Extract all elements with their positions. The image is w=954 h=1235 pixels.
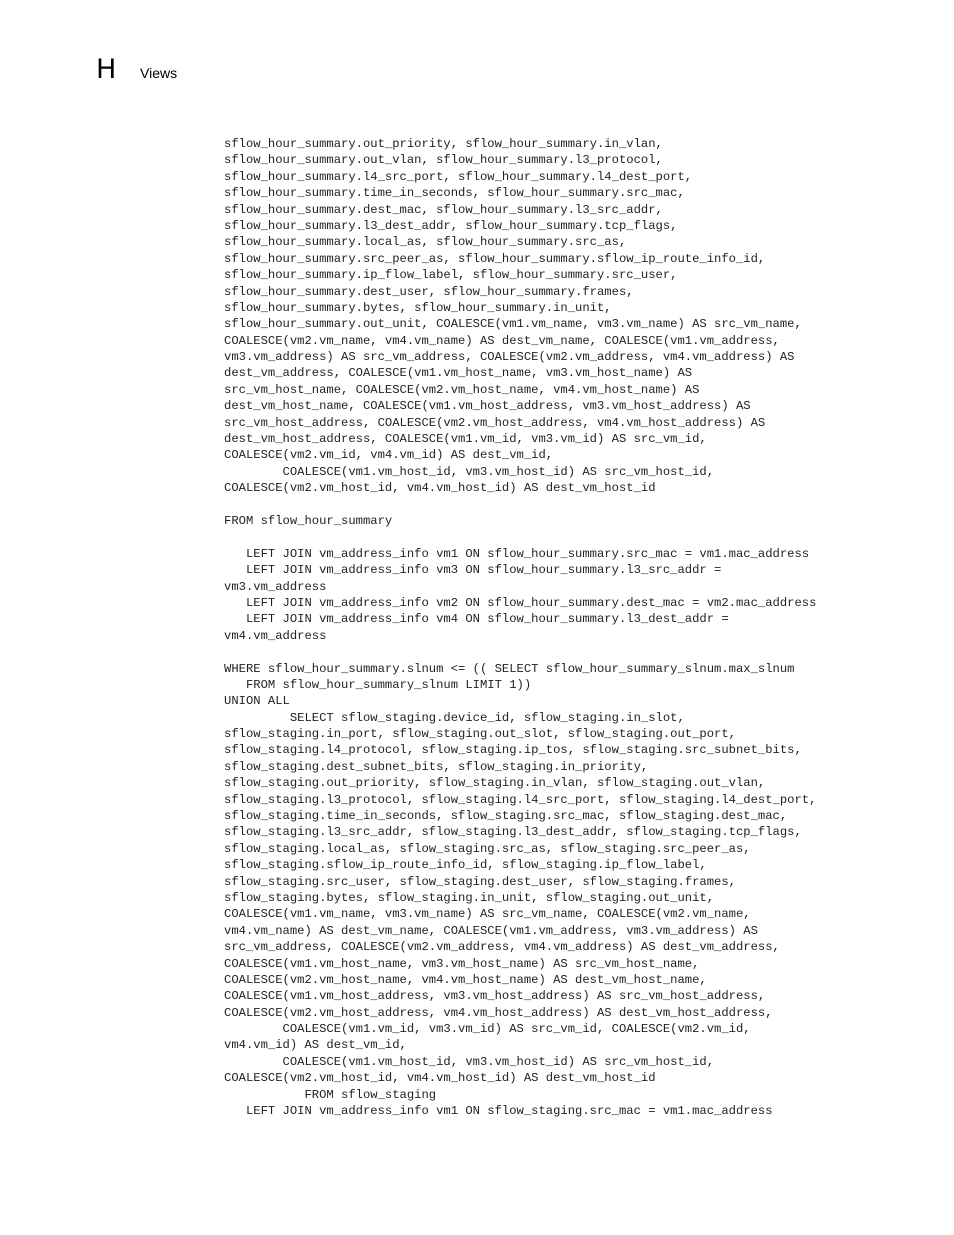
- code-line: sflow_staging.time_in_seconds, sflow_staging.src_mac, sflow_staging.dest_mac,: [224, 809, 788, 824]
- code-line: LEFT JOIN vm_address_info vm2 ON sflow_hour_summary.dest_mac = vm2.mac_address: [224, 595, 817, 610]
- code-line: sflow_staging.bytes, sflow_staging.in_unit, sflow_staging.out_unit,: [224, 890, 715, 905]
- code-line: SELECT sflow_staging.device_id, sflow_staging.in_slot,: [224, 710, 685, 725]
- code-line: COALESCE(vm2.vm_host_address, vm4.vm_host_address) AS dest_vm_host_address,: [224, 1005, 773, 1020]
- sql-code-block: [224, 136, 816, 1119]
- section-title: Views: [140, 65, 178, 81]
- code-line: sflow_hour_summary.l4_src_port, sflow_hour_summary.l4_dest_port,: [224, 169, 693, 184]
- code-line: src_vm_host_name, COALESCE(vm2.vm_host_name, vm4.vm_host_name) AS: [224, 382, 700, 397]
- code-line: COALESCE(vm2.vm_name, vm4.vm_name) AS dest_vm_name, COALESCE(vm1.vm_address,: [224, 333, 780, 348]
- code-line: COALESCE(vm1.vm_name, vm3.vm_name) AS src_vm_name, COALESCE(vm2.vm_name,: [224, 907, 751, 922]
- code-line: sflow_staging.src_user, sflow_staging.dest_user, sflow_staging.frames,: [224, 874, 736, 889]
- code-line: sflow_hour_summary.local_as, sflow_hour_summary.src_as,: [224, 235, 627, 250]
- code-line: dest_vm_host_address, COALESCE(vm1.vm_id, vm3.vm_id) AS src_vm_id,: [224, 432, 707, 447]
- code-line: FROM sflow_hour_summary_slnum LIMIT 1)): [224, 677, 532, 692]
- code-line: sflow_hour_summary.out_vlan, sflow_hour_summary.l3_protocol,: [224, 153, 663, 168]
- code-line: COALESCE(vm2.vm_host_id, vm4.vm_host_id) AS dest_vm_host_id: [224, 1071, 656, 1086]
- section-letter: H: [96, 54, 117, 85]
- code-line: FROM sflow_hour_summary: [224, 513, 393, 528]
- code-line: vm3.vm_address: [224, 579, 327, 594]
- code-line: COALESCE(vm1.vm_id, vm3.vm_id) AS src_vm_id, COALESCE(vm2.vm_id,: [224, 1022, 751, 1037]
- code-line: [224, 497, 816, 513]
- code-line: dest_vm_host_name, COALESCE(vm1.vm_host_address, vm3.vm_host_address) AS: [224, 399, 751, 414]
- code-line: sflow_staging.dest_subnet_bits, sflow_staging.in_priority,: [224, 759, 649, 774]
- code-line: UNION ALL: [224, 694, 290, 709]
- code-line: COALESCE(vm2.vm_host_name, vm4.vm_host_name) AS dest_vm_host_name,: [224, 972, 707, 987]
- code-line: WHERE sflow_hour_summary.slnum <= (( SELECT sflow_hour_summary_slnum.max_slnum: [224, 661, 795, 676]
- code-line: sflow_staging.l3_protocol, sflow_staging.l4_src_port, sflow_staging.l4_dest_port,: [224, 792, 817, 807]
- code-line: sflow_staging.in_port, sflow_staging.out_slot, sflow_staging.out_port,: [224, 727, 736, 742]
- code-line: vm4.vm_id) AS dest_vm_id,: [224, 1038, 407, 1053]
- code-line: sflow_hour_summary.dest_user, sflow_hour_summary.frames,: [224, 284, 634, 299]
- code-line: COALESCE(vm1.vm_host_name, vm3.vm_host_name) AS src_vm_host_name,: [224, 956, 700, 971]
- code-line: sflow_staging.l3_src_addr, sflow_staging.l3_dest_addr, sflow_staging.tcp_flags,: [224, 825, 802, 840]
- code-line: COALESCE(vm2.vm_host_id, vm4.vm_host_id) AS dest_vm_host_id: [224, 481, 656, 496]
- code-line: src_vm_host_address, COALESCE(vm2.vm_host_address, vm4.vm_host_address) AS: [224, 415, 766, 430]
- code-line: sflow_hour_summary.ip_flow_label, sflow_hour_summary.src_user,: [224, 268, 678, 283]
- code-line: LEFT JOIN vm_address_info vm3 ON sflow_hour_summary.l3_src_addr =: [224, 563, 722, 578]
- code-line: sflow_hour_summary.l3_dest_addr, sflow_hour_summary.tcp_flags,: [224, 218, 678, 233]
- code-line: src_vm_address, COALESCE(vm2.vm_address, vm4.vm_address) AS dest_vm_address,: [224, 940, 780, 955]
- code-line: sflow_staging.l4_protocol, sflow_staging.ip_tos, sflow_staging.src_subnet_bits,: [224, 743, 802, 758]
- code-line: sflow_hour_summary.time_in_seconds, sflow_hour_summary.src_mac,: [224, 186, 685, 201]
- code-line: sflow_hour_summary.src_peer_as, sflow_hour_summary.sflow_ip_route_info_id,: [224, 251, 766, 266]
- code-line: LEFT JOIN vm_address_info vm1 ON sflow_staging.src_mac = vm1.mac_address: [224, 1104, 773, 1119]
- code-line: LEFT JOIN vm_address_info vm1 ON sflow_hour_summary.src_mac = vm1.mac_address: [224, 546, 810, 561]
- code-line: LEFT JOIN vm_address_info vm4 ON sflow_hour_summary.l3_dest_addr =: [224, 612, 729, 627]
- code-line: sflow_hour_summary.bytes, sflow_hour_summary.in_unit,: [224, 300, 612, 315]
- code-line: vm3.vm_address) AS src_vm_address, COALESCE(vm2.vm_address, vm4.vm_address) AS: [224, 350, 795, 365]
- code-line: dest_vm_address, COALESCE(vm1.vm_host_name, vm3.vm_host_name) AS: [224, 366, 693, 381]
- code-line: sflow_hour_summary.dest_mac, sflow_hour_summary.l3_src_addr,: [224, 202, 663, 217]
- code-line: sflow_hour_summary.out_priority, sflow_hour_summary.in_vlan,: [224, 137, 663, 151]
- code-line: COALESCE(vm1.vm_host_id, vm3.vm_host_id) AS src_vm_host_id,: [224, 1054, 715, 1069]
- code-line: vm4.vm_name) AS dest_vm_name, COALESCE(vm1.vm_address, vm3.vm_address) AS: [224, 923, 758, 938]
- code-line: vm4.vm_address: [224, 628, 327, 643]
- code-line: FROM sflow_staging: [224, 1087, 437, 1102]
- code-line: [224, 529, 816, 545]
- code-line: COALESCE(vm2.vm_id, vm4.vm_id) AS dest_vm_id,: [224, 448, 554, 463]
- code-line: sflow_staging.local_as, sflow_staging.src_as, sflow_staging.src_peer_as,: [224, 841, 751, 856]
- code-line: COALESCE(vm1.vm_host_address, vm3.vm_host_address) AS src_vm_host_address,: [224, 989, 766, 1004]
- code-line: sflow_staging.sflow_ip_route_info_id, sflow_staging.ip_flow_label,: [224, 858, 707, 873]
- code-line: sflow_staging.out_priority, sflow_staging.in_vlan, sflow_staging.out_vlan,: [224, 776, 766, 791]
- code-line: [224, 644, 816, 660]
- code-line: COALESCE(vm1.vm_host_id, vm3.vm_host_id) AS src_vm_host_id,: [224, 464, 715, 479]
- code-line: sflow_hour_summary.out_unit, COALESCE(vm1.vm_name, vm3.vm_name) AS src_vm_name,: [224, 317, 802, 332]
